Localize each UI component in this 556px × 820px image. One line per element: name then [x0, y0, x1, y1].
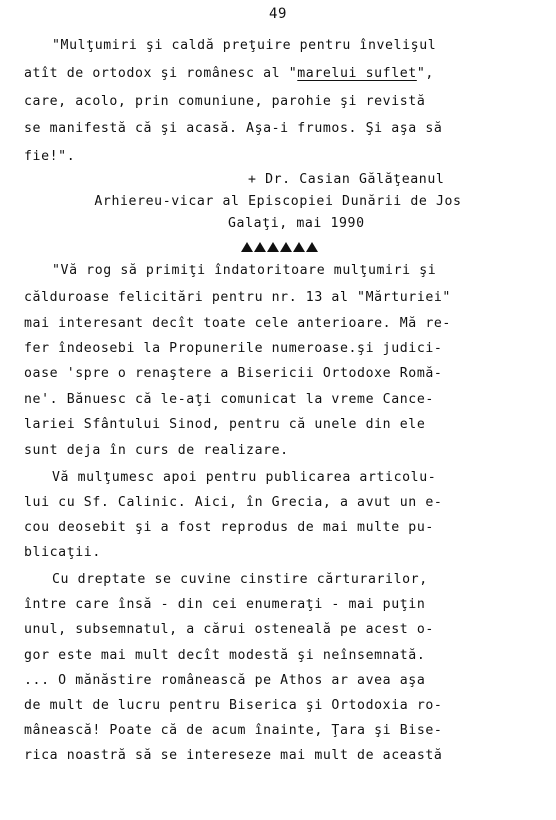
letter2-line: fer îndeosebi la Propunerile numeroase.şi judici- [24, 341, 443, 356]
letter1-line: care, acolo, prin comuniune, parohie şi revistă [24, 94, 426, 109]
letter2-line: rica noastră să se intereseze mai mult de această [24, 748, 443, 763]
letter2-line: Cu dreptate se cuvine cinstire cărturarilor, [52, 572, 428, 587]
letter1-line: se manifestă că şi acasă. Aşa-i frumos. Şi aşa să [24, 121, 443, 136]
letter2-line: între care însă - din cei enumeraţi - mai puţin [24, 597, 426, 612]
letter2-line: gor este mai mult decît modestă şi neînsemnată. [24, 648, 426, 663]
letter2-line: "Vă rog să primiţi îndatoritoare mulţumiri şi [52, 263, 437, 278]
letter2-line: lui cu Sf. Calinic. Aici, în Grecia, a avut un e- [24, 495, 443, 510]
letter1-line: fie!". [24, 149, 76, 164]
letter2-line: mai interesant decît toate cele anterioare. Mă re- [24, 316, 451, 331]
letter2-line: de mult de lucru pentru Biserica şi Ortodoxia ro- [24, 698, 443, 713]
underlined-phrase: marelui suflet [297, 66, 417, 81]
signature-place-date: Galaţi, mai 1990 [228, 216, 365, 231]
letter2-line: sunt deja în curs de realizare. [24, 443, 289, 458]
letter2-line: ne'. Bănuesc că le-aţi comunicat la vreme Cance- [24, 392, 434, 407]
letter2-line: călduroase felicitări pentru nr. 13 al "Mărturiei" [24, 290, 451, 305]
letter2-line: ... O mănăstire românească pe Athos ar avea aşa [24, 673, 426, 688]
page-number: 49 [268, 6, 288, 22]
letter2-line: Vă mulţumesc apoi pentru publicarea articolu- [52, 470, 437, 485]
letter2-line: unul, subsemnatul, a cărui osteneală pe acest o- [24, 622, 434, 637]
letter2-line: cou deosebit şi a fost reprodus de mai multe pu- [24, 520, 434, 535]
signature-title: Arhiereu-vicar al Episcopiei Dunării de Jos [94, 194, 462, 209]
letter2-line: oase 'spre o renaştere a Bisericii Ortodoxe Romă- [24, 366, 443, 381]
section-divider-ornament [241, 240, 319, 252]
letter1-line: "Mulţumiri şi caldă preţuire pentru învelişul [52, 38, 437, 53]
letter1-line: atît de ortodox şi românesc al "marelui suflet", [24, 66, 434, 81]
signature-name: + Dr. Casian Gălăţeanul [248, 172, 445, 187]
letter2-line: blicaţii. [24, 545, 101, 560]
letter2-line: mânească! Poate că de acum înainte, Ţara şi Bise- [24, 723, 443, 738]
letter2-line: lariei Sfântului Sinod, pentru că unele din ele [24, 417, 426, 432]
